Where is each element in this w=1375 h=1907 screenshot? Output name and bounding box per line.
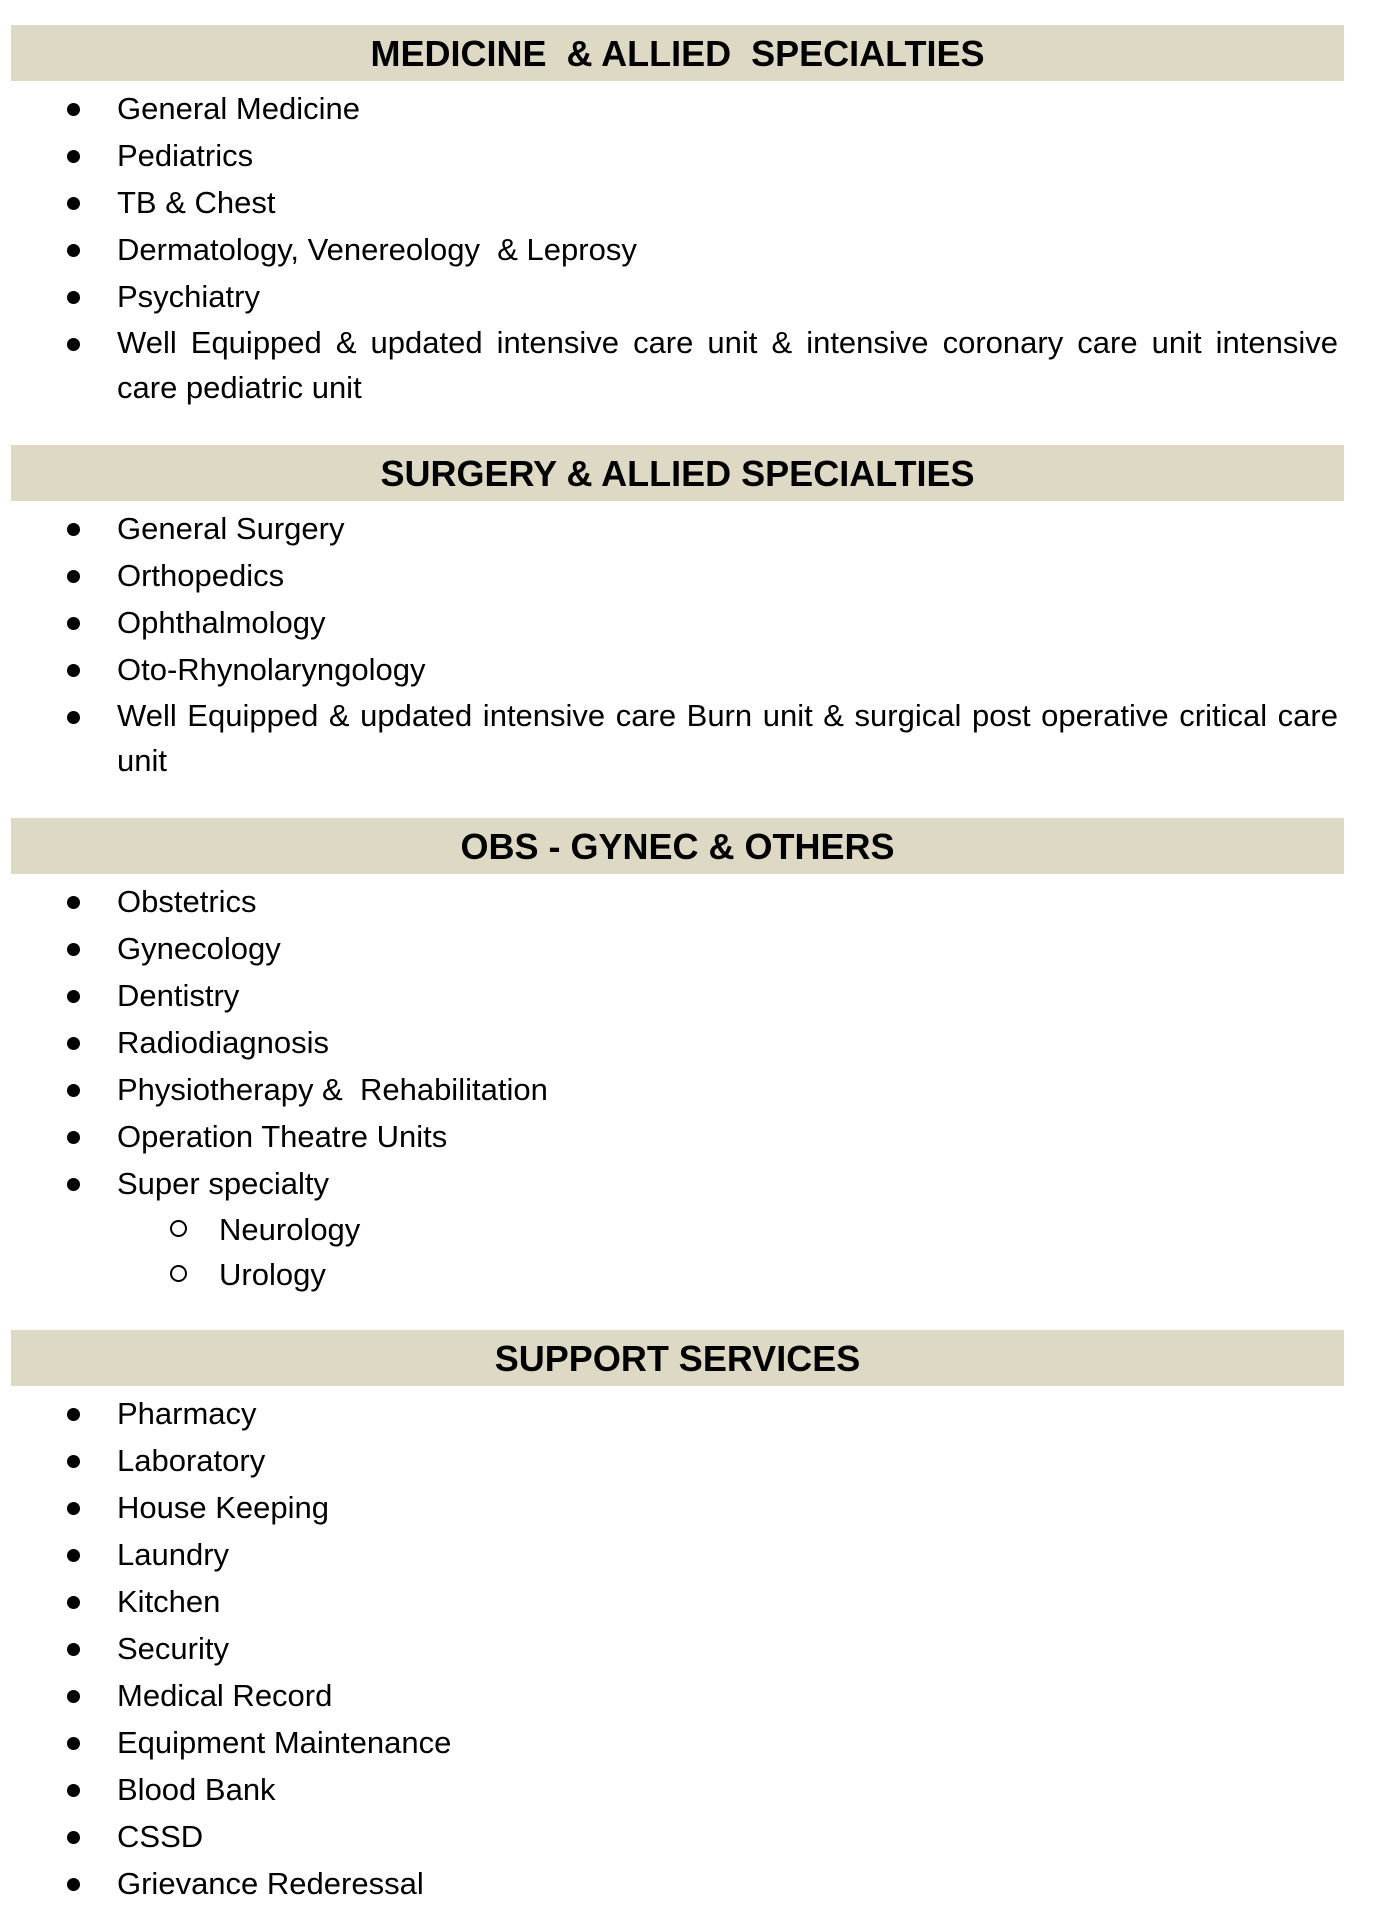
hollow-bullet-icon bbox=[170, 1265, 187, 1282]
bullet-icon bbox=[67, 1037, 80, 1050]
bullet-icon bbox=[67, 244, 80, 257]
bullet-icon bbox=[67, 1131, 80, 1144]
bullet-icon bbox=[67, 103, 80, 116]
list-item bbox=[0, 85, 1375, 132]
list-item-label: Pharmacy bbox=[117, 1396, 257, 1431]
list-item-label: Well Equipped & updated intensive care Burn unit & surgical post operative critical care unit bbox=[117, 698, 1338, 778]
sub-list-item bbox=[0, 1252, 1375, 1297]
list-item bbox=[0, 1766, 1375, 1813]
section-heading: MEDICINE & ALLIED SPECIALTIES bbox=[11, 25, 1344, 81]
bullet-icon bbox=[67, 1408, 80, 1421]
bullet-icon bbox=[67, 1084, 80, 1097]
list-item-label: Grievance Rederessal bbox=[117, 1866, 424, 1901]
sub-list-item-label: Neurology bbox=[219, 1212, 361, 1247]
bullet-icon bbox=[67, 1549, 80, 1562]
list-item bbox=[0, 646, 1375, 693]
list-item bbox=[0, 878, 1375, 925]
list-item-label: General Medicine bbox=[117, 91, 360, 126]
list-item-label: Kitchen bbox=[117, 1584, 221, 1619]
list-item bbox=[0, 972, 1375, 1019]
bullet-icon bbox=[67, 1596, 80, 1609]
list-item-label: Orthopedics bbox=[117, 558, 285, 593]
list-item-label: Psychiatry bbox=[117, 279, 260, 314]
bullet-icon bbox=[67, 1784, 80, 1797]
bullet-icon bbox=[67, 1690, 80, 1703]
list-item-label: Medical Record bbox=[117, 1678, 333, 1713]
bullet-icon bbox=[67, 1878, 80, 1891]
list-item bbox=[0, 1066, 1375, 1113]
list-item bbox=[0, 1160, 1375, 1207]
list-item-label: Laundry bbox=[117, 1537, 230, 1572]
list-item bbox=[0, 1019, 1375, 1066]
service-list bbox=[0, 878, 1375, 1297]
bullet-icon bbox=[67, 291, 80, 304]
list-item bbox=[0, 1437, 1375, 1484]
bullet-icon bbox=[67, 570, 80, 583]
bullet-icon bbox=[67, 617, 80, 630]
list-item bbox=[0, 179, 1375, 226]
bullet-icon bbox=[67, 523, 80, 536]
list-item bbox=[0, 1625, 1375, 1672]
sub-list-item bbox=[0, 1207, 1375, 1252]
service-list bbox=[0, 1390, 1375, 1907]
bullet-icon bbox=[67, 150, 80, 163]
list-item bbox=[0, 693, 1375, 785]
list-item bbox=[0, 1531, 1375, 1578]
list-item-label: Operation Theatre Units bbox=[117, 1119, 448, 1154]
sub-list-item-label: Urology bbox=[219, 1257, 326, 1292]
bullet-icon bbox=[67, 943, 80, 956]
list-item bbox=[0, 1719, 1375, 1766]
list-item-label: TB & Chest bbox=[117, 185, 276, 220]
list-item bbox=[0, 505, 1375, 552]
section-heading: OBS - GYNEC & OTHERS bbox=[11, 818, 1344, 874]
list-item bbox=[0, 226, 1375, 273]
section-heading: SURGERY & ALLIED SPECIALTIES bbox=[11, 445, 1344, 501]
list-item bbox=[0, 320, 1375, 412]
list-item-label: Well Equipped & updated intensive care unit & intensive coronary care unit intensive care pediatric unit bbox=[117, 325, 1338, 405]
list-item-label: Laboratory bbox=[117, 1443, 266, 1478]
bullet-icon bbox=[67, 197, 80, 210]
list-item-label: Oto-Rhynolaryngology bbox=[117, 652, 426, 687]
list-item bbox=[0, 1578, 1375, 1625]
bullet-icon bbox=[67, 896, 80, 909]
list-item bbox=[0, 1860, 1375, 1907]
list-item-label: CSSD bbox=[117, 1819, 204, 1854]
list-item bbox=[0, 1484, 1375, 1531]
list-item-label: Dermatology, Venereology & Leprosy bbox=[117, 232, 637, 267]
bullet-icon bbox=[67, 990, 80, 1003]
list-item-label: House Keeping bbox=[117, 1490, 329, 1525]
bullet-icon bbox=[67, 1737, 80, 1750]
list-item-label: General Surgery bbox=[117, 511, 345, 546]
list-item bbox=[0, 925, 1375, 972]
bullet-icon bbox=[67, 338, 80, 351]
bullet-icon bbox=[67, 1178, 80, 1191]
list-item-label: Security bbox=[117, 1631, 229, 1666]
list-item bbox=[0, 273, 1375, 320]
bullet-icon bbox=[67, 711, 80, 724]
list-item-label: Equipment Maintenance bbox=[117, 1725, 452, 1760]
hollow-bullet-icon bbox=[170, 1220, 187, 1237]
bullet-icon bbox=[67, 1502, 80, 1515]
list-item-label: Pediatrics bbox=[117, 138, 254, 173]
bullet-icon bbox=[67, 664, 80, 677]
list-item-label: Gynecology bbox=[117, 931, 281, 966]
list-item bbox=[0, 599, 1375, 646]
service-list bbox=[0, 505, 1375, 785]
list-item bbox=[0, 1672, 1375, 1719]
list-item bbox=[0, 1390, 1375, 1437]
list-item bbox=[0, 132, 1375, 179]
list-item-label: Dentistry bbox=[117, 978, 240, 1013]
bullet-icon bbox=[67, 1831, 80, 1844]
list-item bbox=[0, 552, 1375, 599]
list-item-label: Radiodiagnosis bbox=[117, 1025, 329, 1060]
list-item-label: Super specialty bbox=[117, 1166, 329, 1201]
list-item bbox=[0, 1813, 1375, 1860]
bullet-icon bbox=[67, 1643, 80, 1656]
list-item bbox=[0, 1113, 1375, 1160]
bullet-icon bbox=[67, 1455, 80, 1468]
section-heading: SUPPORT SERVICES bbox=[11, 1330, 1344, 1386]
list-item-label: Blood Bank bbox=[117, 1772, 276, 1807]
list-item-label: Ophthalmology bbox=[117, 605, 326, 640]
list-item-label: Obstetrics bbox=[117, 884, 257, 919]
service-list bbox=[0, 85, 1375, 412]
list-item-label: Physiotherapy & Rehabilitation bbox=[117, 1072, 548, 1107]
